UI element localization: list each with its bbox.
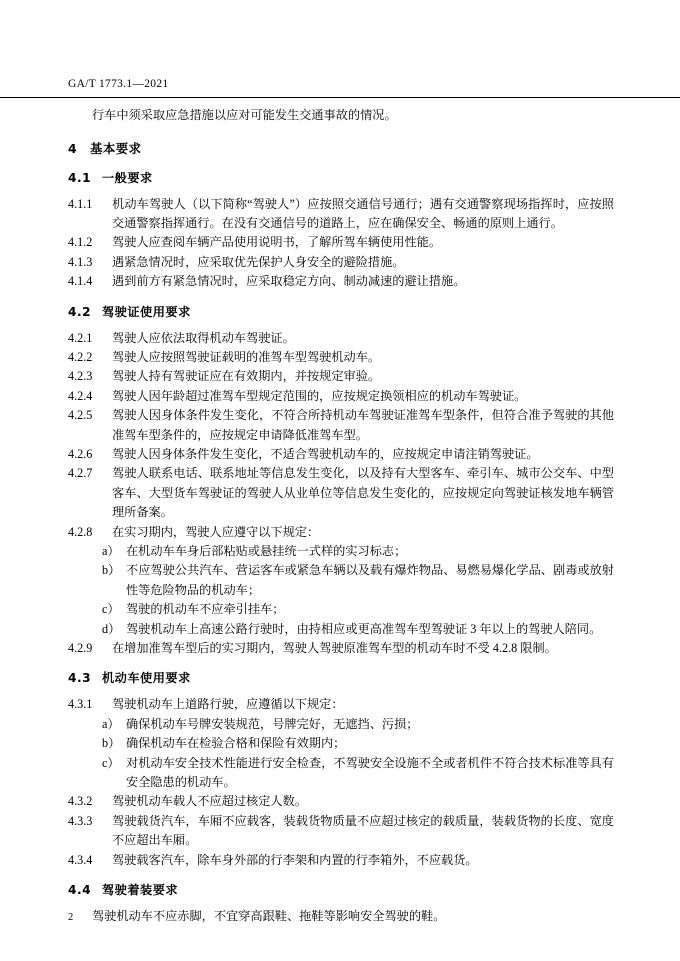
list-item-label: b）: [102, 563, 121, 578]
clause-number: 4.2.7: [68, 466, 93, 481]
list-item: [68, 715, 614, 734]
clause-4-2-9: [68, 639, 614, 658]
clause-4-3-3: [68, 812, 614, 851]
section-number: 4.3: [68, 671, 92, 686]
list-item-text: 对机动车安全技术性能进行安全检查，不驾驶安全设施不全或者机件不符合技术标准等具有安全隐患的机动车。: [126, 755, 614, 790]
list-item-text: 确保机动车在检验合格和保险有效期内；: [126, 736, 346, 751]
clause-text: 驾驶人应查阅车辆产品使用说明书，了解所驾车辆使用性能。: [112, 235, 442, 250]
clause-text: 驾驶机动车载人不应超过核定人数。: [112, 794, 307, 809]
clause-text: 驾驶人因身体条件发生变化，不适合驾驶机动车的，应按规定申请注销驾驶证。: [112, 446, 539, 461]
clause-4-2-3: [68, 367, 614, 386]
section-heading-4-1: [68, 169, 614, 188]
list-item-text: 驾驶机动车上高速公路行驶时，由持相应或更高准驾车型驾驶证 3 年以上的驾驶人陪同。: [126, 621, 602, 636]
section-heading-4: [68, 139, 614, 158]
list-item-text: 在机动车车身后部粘贴或悬挂统一式样的实习标志；: [126, 544, 407, 558]
clause-4-2-1: [68, 329, 614, 348]
clause-text: 驾驶人因年龄超过准驾车型规定范围的，应按规定换领相应的机动车驾驶证。: [112, 388, 527, 403]
clause-number: 4.3.2: [68, 794, 93, 809]
section-number: 4.1: [68, 170, 92, 185]
clause-text: 驾驶人应依法取得机动车驾驶证。: [112, 330, 295, 345]
section-heading-4-2: [68, 303, 614, 322]
list-item-text: 驾驶的机动车不应牵引挂车；: [126, 602, 285, 617]
list-item: [68, 561, 614, 600]
clause-text: 驾驶人因身体条件发生变化，不符合所持机动车驾驶证准驾车型条件，但符合准予驾驶的其他准驾车型条件的，应按规定申请降低准驾车型。: [112, 408, 614, 442]
clause-number: 4.2.1: [68, 330, 93, 345]
clause-text: 驾驶人持有驾驶证应在有效期内，并按规定审验。: [112, 369, 381, 384]
page-header-standard-code: GA/T 1773.1—2021: [68, 78, 169, 90]
clause-4-2-6: [68, 445, 614, 464]
header-divider: [0, 97, 680, 98]
clause-number: 4.2.4: [68, 388, 93, 403]
clause-text: 驾驶人应按照驾驶证载明的准驾车型驾驶机动车。: [112, 349, 381, 364]
clause-text: 遇紧急情况时，应采取优先保护人身安全的避险措施。: [112, 254, 405, 269]
section-title: 基本要求: [90, 140, 142, 156]
list-item-label: b）: [102, 736, 121, 751]
document-body: [68, 106, 614, 928]
clause-4-2-7: [68, 464, 614, 522]
clause-number: 4.2.3: [68, 369, 93, 384]
clause-4-1-3: [68, 253, 614, 272]
list-item: [68, 734, 614, 753]
section-title: 驾驶证使用要求: [102, 304, 191, 319]
section-number: 4.4: [68, 883, 92, 898]
clause-number: 4.1.2: [68, 235, 93, 250]
list-item: [68, 754, 614, 793]
clause-number: 4.2.5: [68, 408, 93, 423]
clause-4-1-2: [68, 233, 614, 252]
section-title: 驾驶着装要求: [102, 883, 179, 898]
clause-4-3-2: [68, 792, 614, 811]
list-item: [68, 542, 614, 561]
page-number: 2: [68, 912, 74, 923]
clause-number: 4.1.4: [68, 274, 93, 289]
clause-number: 4.3.4: [68, 852, 93, 867]
list-item-text: 确保机动车号牌安装规范，号牌完好，无遮挡、污损；: [126, 716, 419, 731]
clause-text: 驾驶机动车上道路行驶，应遵循以下规定：: [112, 697, 344, 712]
list-item-label: d）: [102, 621, 121, 636]
intro-paragraph: 行车中须采取应急措施以应对可能发生交通事故的情况。: [92, 108, 397, 122]
clause-number: 4.3.1: [68, 697, 93, 712]
section-number: 4: [68, 140, 78, 156]
clause-text: 机动车驾驶人（以下简称“驾驶人”）应按照交通信号通行；遇有交通警察现场指挥时，应按照交通警察指挥通行。在没有交通信号的道路上，应在确保安全、畅通的原则上通行。: [112, 196, 614, 230]
list-item-text: 不应驾驶公共汽车、营运客车或紧急车辆以及载有爆炸物品、易燃易爆化学品、剧毒或放射性等危险物品的机动车；: [126, 563, 614, 597]
clause-4-2-5: [68, 406, 614, 445]
clause-4-1-1: [68, 195, 614, 234]
section-title: 机动车使用要求: [102, 671, 191, 686]
clause-4-2-4: [68, 387, 614, 406]
clause-text: 驾驶载客汽车，除车身外部的行李架和内置的行李箱外，不应载货。: [112, 852, 478, 867]
clause-number: 4.1.1: [68, 196, 93, 211]
clause-number: 4.2.8: [68, 524, 93, 539]
closing-paragraph: 驾驶机动车不应赤脚，不宜穿高跟鞋、拖鞋等影响安全驾驶的鞋。: [92, 909, 446, 924]
list-item-label: c）: [102, 755, 120, 770]
list-item: [68, 600, 614, 619]
clause-4-3-4: [68, 851, 614, 870]
section-number: 4.2: [68, 304, 92, 319]
clause-text: 在增加准驾车型后的实习期内，驾驶人驾驶原准驾车型的机动车时不受 4.2.8 限制。: [112, 641, 557, 656]
clause-number: 4.2.9: [68, 641, 93, 656]
list-item-label: a）: [102, 544, 120, 558]
clause-number: 4.2.6: [68, 446, 93, 461]
clause-4-2-2: [68, 348, 614, 367]
clause-4-1-4: [68, 272, 614, 291]
section-heading-4-4: [68, 881, 614, 900]
clause-number: 4.1.3: [68, 254, 93, 269]
clause-text: 驾驶载货汽车，车厢不应载客，装载货物质量不应超过核定的载质量，装载货物的长度、宽度不应超出车厢。: [112, 813, 614, 848]
clause-number: 4.2.2: [68, 349, 93, 364]
list-item: [68, 620, 614, 639]
clause-text: 驾驶人联系电话、联系地址等信息发生变化，以及持有大型客车、牵引车、城市公交车、中型客车、大型货车驾驶证的驾驶人从业单位等信息发生变化的，应按规定向驾驶证核发地车辆管理所备案。: [112, 466, 614, 520]
clause-text: 遇到前方有紧急情况时，应采取稳定方向、制动减速的避让措施。: [112, 274, 466, 289]
clause-4-3-1: [68, 695, 614, 714]
clause-number: 4.3.3: [68, 813, 93, 828]
section-heading-4-3: [68, 669, 614, 688]
clause-4-2-8: [68, 523, 614, 542]
section-title: 一般要求: [102, 170, 153, 185]
list-item-label: a）: [102, 716, 120, 731]
clause-text: 在实习期内，驾驶人应遵守以下规定：: [112, 524, 320, 539]
list-item-label: c）: [102, 602, 120, 617]
